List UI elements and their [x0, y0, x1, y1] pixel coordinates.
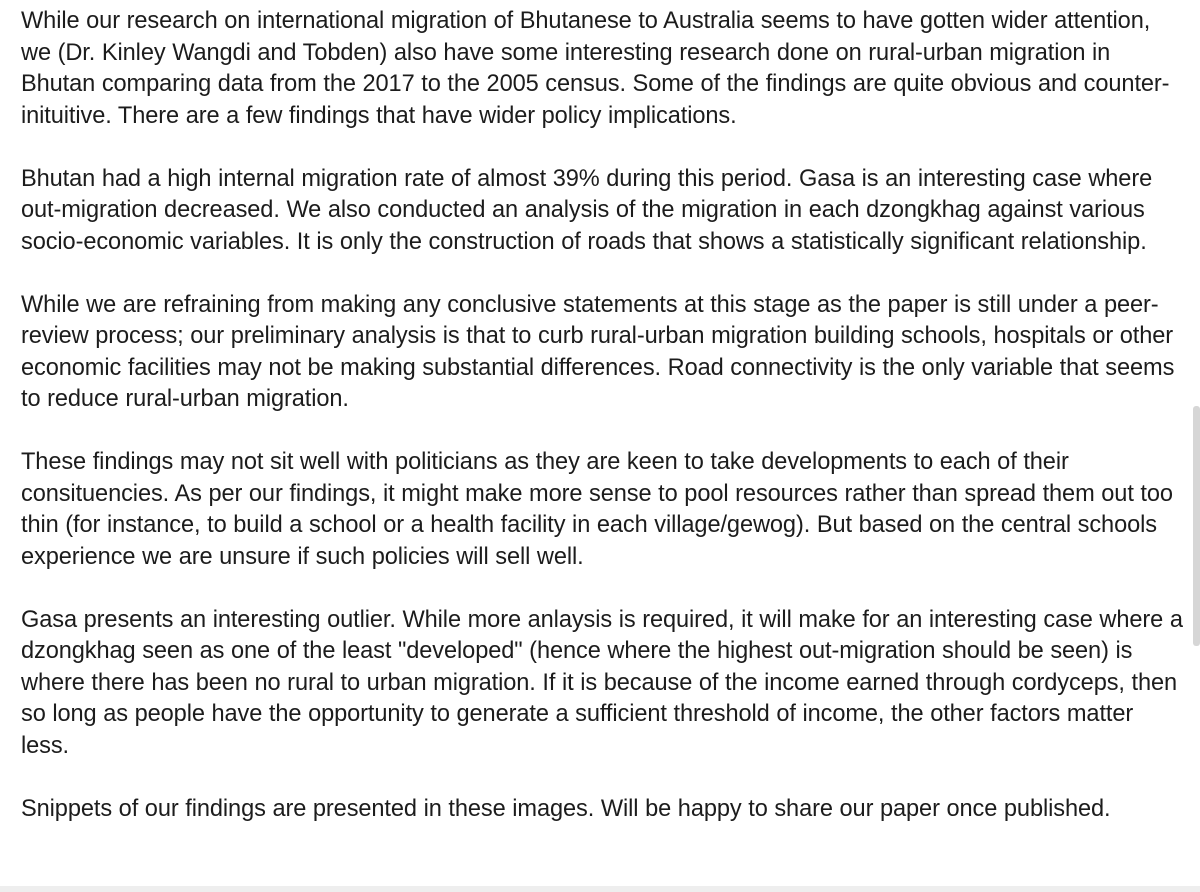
paragraph-internal-migration-rate: Bhutan had a high internal migration rate of almost 39% during this period. Gasa is an interesting case where out-migration decreased. We also conducted an analysis of the migration in each dzongkhag against various socio-economic variables. It is only the construction of roads that shows a statistically significant relationship.	[21, 165, 1153, 255]
paragraph-international-migration: While our research on international migration of Bhutanese to Australia seems to have gotten wider attention, we (Dr. Kinley Wangdi and Tobden) also have some interesting research done on rural-urban migration in Bhutan comparing data from the 2017 to the 2005 census. Some of the findings are quite obvious and counter-inituitive. There are a few findings that have wider policy implications.	[21, 8, 1170, 129]
paragraph-preliminary-analysis: While we are refraining from making any conclusive statements at this stage as the paper is still under a peer-review process; our preliminary analysis is that to curb rural-urban migration building schools, hospitals or other economic facilities may not be making substantial differences. Road connectivity is the only variable that seems to reduce rural-urban migration.	[21, 291, 1175, 412]
paragraph-policy-implications: These findings may not sit well with politicians as they are keen to take developments to each of their consituencies. As per our findings, it might make more sense to pool resources rather than spread them out too thin (for instance, to build a school or a health facility in each village/gewog). But based on the central schools experience we are unsure if such policies will sell well.	[21, 449, 1173, 570]
post-body	[21, 6, 1183, 825]
scrollbar-thumb[interactable]	[1193, 406, 1200, 646]
bottom-divider	[0, 886, 1200, 892]
paragraph-gasa-outlier: Gasa presents an interesting outlier. While more anlaysis is required, it will make for an interesting case where a dzongkhag seen as one of the least "developed" (hence where the highest out-migration should be seen) is where there has been no rural to urban migration. If it is because of the income earned through cordyceps, then so long as people have the opportunity to generate a sufficient threshold of income, the other factors matter less.	[21, 606, 1183, 759]
paragraph-snippets-note: Snippets of our findings are presented in these images. Will be happy to share our paper once published.	[21, 795, 1111, 822]
